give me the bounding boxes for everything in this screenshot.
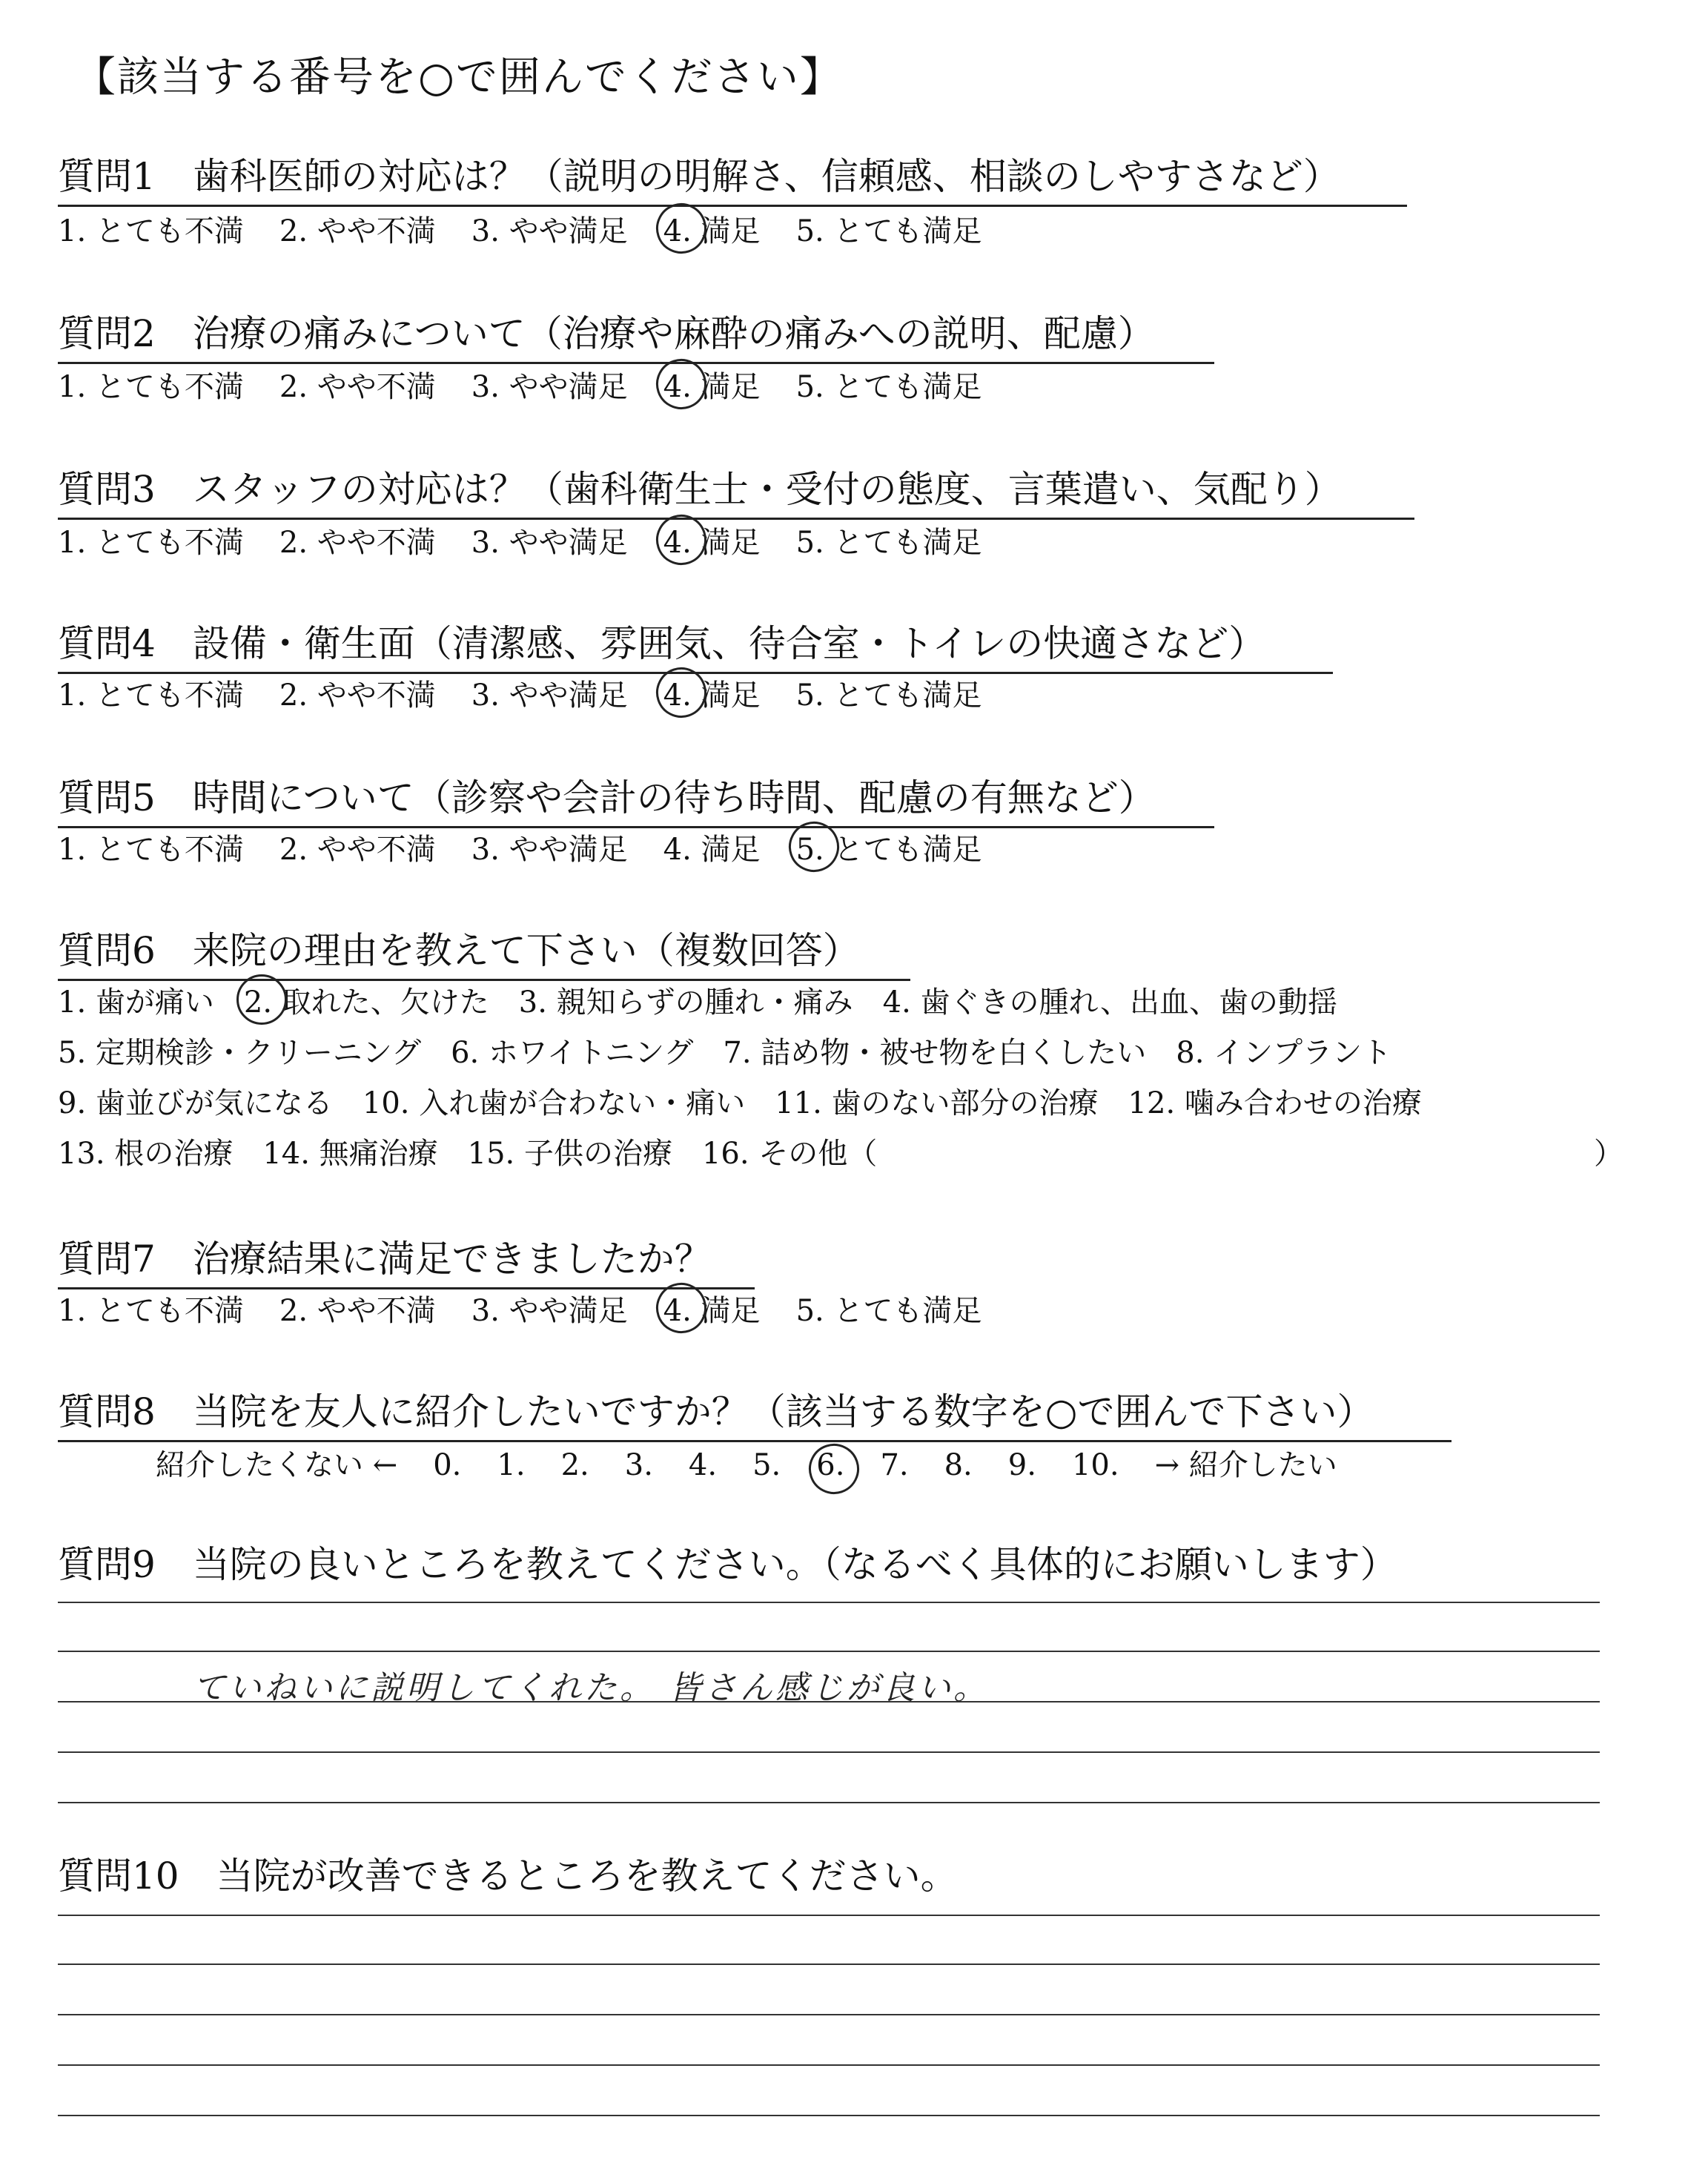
q6-option-10[interactable]: 10. 入れ歯が合わない・痛い: [362, 1086, 746, 1120]
question-5-heading: 質問5 時間について（診察や会計の待ち時間、配慮の有無など）: [58, 768, 1214, 828]
q7-option-1[interactable]: 1. とても不満: [58, 1294, 244, 1328]
q8-scale-6-selected[interactable]: 6.: [816, 1448, 845, 1482]
q8-scale-3[interactable]: 3.: [624, 1448, 653, 1482]
q9-answer-line-3: [58, 1701, 1600, 1702]
q8-scale-8[interactable]: 8.: [944, 1448, 973, 1482]
q4-option-5[interactable]: 5. とても満足: [795, 678, 982, 713]
question-4-options: [58, 672, 1017, 714]
q8-scale-7[interactable]: 7.: [880, 1448, 909, 1482]
q4-option-1[interactable]: 1. とても不満: [58, 678, 244, 713]
q6-option-8[interactable]: 8. インプラント: [1176, 1036, 1392, 1070]
q6-option-16-other[interactable]: 16. その他（: [701, 1137, 878, 1171]
q5-option-3[interactable]: 3. やや満足: [471, 833, 628, 867]
q10-answer-line-5: [58, 2115, 1600, 2116]
q6-line-2: [58, 1029, 1421, 1071]
q7-option-4-selected[interactable]: 4. 満足: [663, 1287, 761, 1330]
q3-option-4-selected[interactable]: 4. 満足: [663, 519, 761, 561]
q6-line-1: [58, 979, 1367, 1021]
question-8-heading: 質問8 当院を友人に紹介したいですか？（該当する数字を○で囲んで下さい）: [58, 1382, 1452, 1442]
question-10-heading: 質問10 当院が改善できるところを教えてください。: [58, 1855, 958, 1898]
question-2-options: [58, 363, 1017, 406]
q2-option-1[interactable]: 1. とても不満: [58, 370, 244, 404]
question-4-heading: 質問4 設備・衛生面（清潔感、雰囲気、待合室・トイレの快適さなど）: [58, 614, 1333, 674]
q1-option-4-selected[interactable]: 4. 満足: [663, 208, 761, 250]
q2-option-2[interactable]: 2. やや不満: [279, 370, 436, 404]
q6-line-4: [58, 1130, 907, 1172]
q6-option-9[interactable]: 9. 歯並びが気になる: [58, 1086, 333, 1120]
question-7-heading: 質問7 治療結果に満足できましたか？: [58, 1229, 755, 1289]
q8-scale-4[interactable]: 4.: [688, 1448, 718, 1482]
q1-option-5[interactable]: 5. とても満足: [795, 214, 982, 248]
q6-option-4[interactable]: 4. 歯ぐきの腫れ、出血、歯の動揺: [882, 985, 1337, 1020]
q8-left-label: 紹介したくない ←: [156, 1448, 398, 1482]
question-1-options: [58, 208, 1017, 250]
page-title: 【該当する番号を○で囲んでください】: [74, 53, 843, 102]
q8-scale-0[interactable]: 0.: [433, 1448, 462, 1482]
question-2-heading: 質問2 治療の痛みについて（治療や麻酔の痛みへの説明、配慮）: [58, 304, 1214, 364]
q8-scale-9[interactable]: 9.: [1007, 1448, 1036, 1482]
q8-scale-5[interactable]: 5.: [752, 1448, 781, 1482]
q3-option-1[interactable]: 1. とても不満: [58, 526, 244, 560]
question-8-scale: [156, 1441, 1373, 1484]
q9-answer-line-5: [58, 1802, 1600, 1803]
q8-scale-2[interactable]: 2.: [560, 1448, 589, 1482]
q5-option-2[interactable]: 2. やや不満: [279, 833, 436, 867]
q3-option-2[interactable]: 2. やや不満: [279, 526, 436, 560]
q6-option-3[interactable]: 3. 親知らずの腫れ・痛み: [518, 985, 853, 1020]
q2-option-3[interactable]: 3. やや満足: [471, 370, 628, 404]
q6-option-15[interactable]: 15. 子供の治療: [467, 1137, 672, 1171]
q9-handwritten-answer[interactable]: ていねいに説明してくれた。 皆さん感じが良い。: [193, 1669, 989, 1707]
q8-scale-10[interactable]: 10.: [1071, 1448, 1119, 1482]
q5-option-5-selected[interactable]: 5. とても満足: [796, 826, 982, 868]
q10-answer-line-3: [58, 2014, 1600, 2015]
question-7-options: [58, 1287, 1017, 1330]
question-1-heading: 質問1 歯科医師の対応は？（説明の明解さ、信頼感、相談のしやすさなど）: [58, 147, 1407, 207]
q4-option-3[interactable]: 3. やや満足: [471, 678, 628, 713]
q9-answer-line-1: [58, 1602, 1600, 1603]
q6-option-1[interactable]: 1. 歯が痛い: [58, 985, 214, 1020]
q3-option-5[interactable]: 5. とても満足: [795, 526, 982, 560]
q2-option-5[interactable]: 5. とても満足: [795, 370, 982, 404]
q5-option-1[interactable]: 1. とても不満: [58, 833, 244, 867]
q2-option-4-selected[interactable]: 4. 満足: [663, 363, 761, 406]
question-3-heading: 質問3 スタッフの対応は？（歯科衛生士・受付の態度、言葉遣い、気配り）: [58, 460, 1414, 520]
q1-option-1[interactable]: 1. とても不満: [58, 214, 244, 248]
q8-scale-1[interactable]: 1.: [497, 1448, 526, 1482]
q3-option-3[interactable]: 3. やや満足: [471, 526, 628, 560]
question-5-options: [58, 826, 1017, 868]
q5-option-4[interactable]: 4. 満足: [663, 833, 761, 867]
q7-option-2[interactable]: 2. やや不満: [279, 1294, 436, 1328]
q4-option-4-selected[interactable]: 4. 満足: [663, 672, 761, 714]
q6-option-5[interactable]: 5. 定期検診・クリーニング: [58, 1036, 422, 1070]
q9-answer-line-2: [58, 1651, 1600, 1652]
q4-option-2[interactable]: 2. やや不満: [279, 678, 436, 713]
q6-option-7[interactable]: 7. 詰め物・被せ物を白くしたい: [723, 1036, 1147, 1070]
q9-answer-line-4: [58, 1751, 1600, 1753]
q7-option-5[interactable]: 5. とても満足: [795, 1294, 982, 1328]
q6-option-6[interactable]: 6. ホワイトニング: [451, 1036, 694, 1070]
question-6-heading: 質問6 来院の理由を教えて下さい（複数回答）: [58, 921, 910, 981]
q6-option-2-selected[interactable]: 2. 取れた、欠けた: [244, 979, 489, 1021]
q10-answer-line-1: [58, 1915, 1600, 1916]
q6-option-12[interactable]: 12. 噛み合わせの治療: [1128, 1086, 1422, 1120]
q1-option-2[interactable]: 2. やや不満: [279, 214, 436, 248]
q6-other-close-paren: ）: [1594, 1137, 1623, 1171]
question-9-heading: 質問9 当院の良いところを教えてください。（なるべく具体的にお願いします）: [58, 1543, 1397, 1586]
q10-answer-line-4: [58, 2064, 1600, 2066]
q10-answer-line-2: [58, 1964, 1600, 1965]
question-3-options: [58, 519, 1017, 561]
q6-option-14[interactable]: 14. 無痛治療: [262, 1137, 438, 1171]
q1-option-3[interactable]: 3. やや満足: [471, 214, 628, 248]
q6-line-3: [58, 1080, 1452, 1122]
q7-option-3[interactable]: 3. やや満足: [471, 1294, 628, 1328]
q6-option-13[interactable]: 13. 根の治療: [58, 1137, 234, 1171]
q8-right-label: → 紹介したい: [1154, 1448, 1337, 1482]
q6-option-11[interactable]: 11. 歯のない部分の治療: [775, 1086, 1099, 1120]
